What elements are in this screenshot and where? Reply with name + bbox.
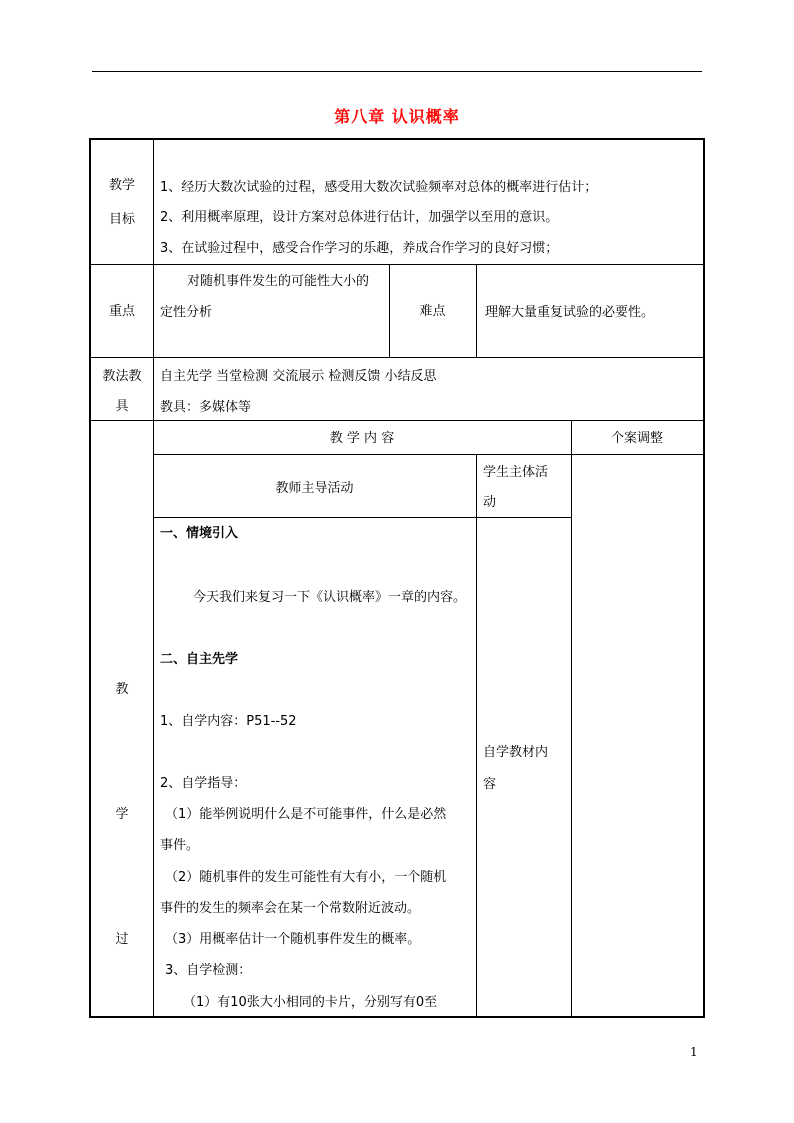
self-study-content: 1、自学内容：P51--52 bbox=[160, 714, 297, 729]
process-label-char-2: 学 bbox=[115, 807, 129, 822]
guide-2-line-1: （2）随机事件的发生可能性有大有小，一个随机 bbox=[165, 870, 447, 885]
col-divider-student bbox=[476, 454, 477, 1018]
col-divider-keypoint-right bbox=[476, 264, 477, 357]
student-activity-2: 容 bbox=[483, 777, 497, 792]
guide-2-line-2: 事件的发生的频率会在某一个常数附近波动。 bbox=[160, 901, 421, 916]
lesson-plan-table bbox=[89, 138, 705, 1018]
self-study-guide: 2、自学指导： bbox=[160, 776, 247, 791]
self-check: 3、自学检测： bbox=[165, 963, 252, 978]
methods-line-2: 教具：多媒体等 bbox=[160, 400, 252, 415]
objectives-label-1: 教学 bbox=[108, 178, 135, 193]
methods-line-1: 自主先学 当堂检测 交流展示 检测反馈 小结反思 bbox=[160, 369, 437, 384]
methods-label-1: 教法教 bbox=[102, 369, 142, 384]
row-divider-methods bbox=[91, 420, 703, 421]
row-divider-content-header bbox=[153, 454, 703, 455]
objectives-label-2: 目标 bbox=[108, 212, 135, 227]
student-activity-1: 自学教材内 bbox=[483, 745, 549, 760]
page-title: 第八章 认识概率 bbox=[334, 107, 460, 126]
objective-item-3: 3、在试验过程中，感受合作学习的乐趣，养成合作学习的良好习惯； bbox=[160, 241, 559, 256]
process-label-char-3: 过 bbox=[115, 932, 129, 947]
keypoint-label: 重点 bbox=[108, 304, 135, 319]
section1-title: 一、情境引入 bbox=[160, 526, 239, 541]
keypoint-content-2: 定性分析 bbox=[160, 305, 213, 320]
col-divider-adjust bbox=[571, 420, 572, 1018]
adjust-header: 个案调整 bbox=[610, 431, 663, 446]
keypoint-content-1: 对随机事件发生的可能性大小的 bbox=[187, 274, 370, 289]
check-item-1: （1）有10张大小相同的卡片，分别写有0至 bbox=[183, 995, 438, 1010]
section2-title: 二、自主先学 bbox=[160, 652, 239, 667]
header-rule bbox=[92, 71, 702, 72]
row-divider-objectives bbox=[91, 264, 703, 265]
methods-label-2: 具 bbox=[115, 399, 129, 414]
col-divider-label bbox=[153, 140, 154, 1018]
row-divider-keypoints bbox=[91, 357, 703, 358]
content-header: 教 学 内 容 bbox=[329, 431, 395, 446]
teacher-header: 教师主导活动 bbox=[275, 481, 354, 496]
student-header-1: 学生主体活 bbox=[483, 465, 549, 480]
process-label-char-1: 教 bbox=[115, 682, 129, 697]
difficulty-content: 理解大量重复试验的必要性。 bbox=[485, 305, 655, 320]
difficulty-label: 难点 bbox=[419, 304, 446, 319]
guide-1-line-2: 事件。 bbox=[160, 838, 200, 853]
page-number: 1 bbox=[690, 1045, 698, 1059]
guide-1-line-1: （1）能举例说明什么是不可能事件，什么是必然 bbox=[165, 807, 447, 822]
objective-item-2: 2、利用概率原理，设计方案对总体进行估计，加强学以至用的意识。 bbox=[160, 210, 559, 225]
objective-item-1: 1、经历大数次试验的过程，感受用大数次试验频率对总体的概率进行估计； bbox=[160, 180, 598, 195]
row-divider-activity-header bbox=[153, 517, 571, 518]
section1-text: 今天我们来复习一下《认识概率》一章的内容。 bbox=[193, 590, 467, 605]
student-header-2: 动 bbox=[483, 495, 497, 510]
guide-3: （3）用概率估计一个随机事件发生的概率。 bbox=[165, 932, 421, 947]
